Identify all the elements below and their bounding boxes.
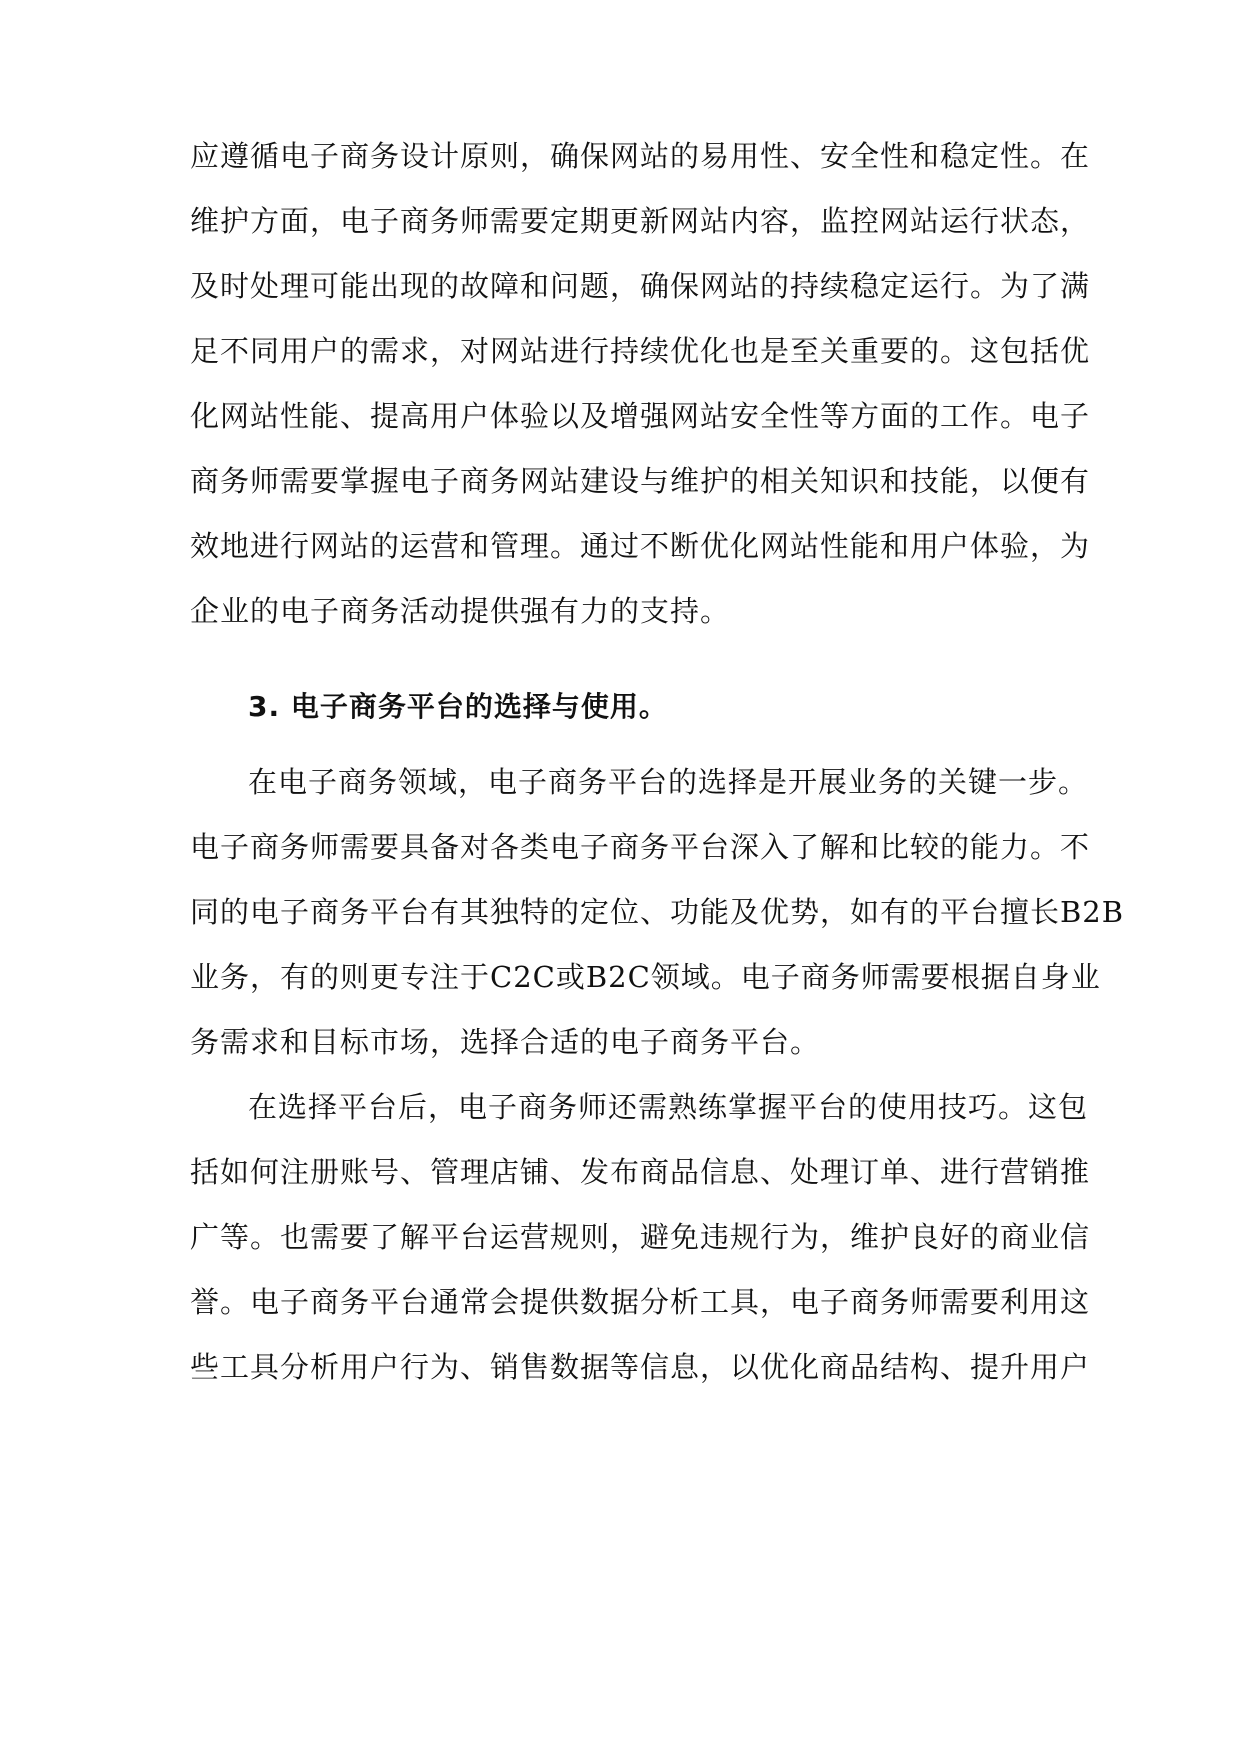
body-text-line: 誉。电子商务平台通常会提供数据分析工具，电子商务师需要利用这 <box>190 1285 1091 1319</box>
body-text-line: 维护方面，电子商务师需要定期更新网站内容，监控网站运行状态， <box>190 204 1091 238</box>
body-text-line: 电子商务师需要具备对各类电子商务平台深入了解和比较的能力。不 <box>190 830 1091 864</box>
body-text-line: 及时处理可能出现的故障和问题，确保网站的持续稳定运行。为了满 <box>190 269 1091 303</box>
body-text-line: 些工具分析用户行为、销售数据等信息，以优化商品结构、提升用户 <box>190 1350 1091 1384</box>
body-text-line: 广等。也需要了解平台运营规则，避免违规行为，维护良好的商业信 <box>190 1220 1091 1254</box>
section-heading: 3. 电子商务平台的选择与使用。 <box>248 690 668 723</box>
body-text-line: 应遵循电子商务设计原则，确保网站的易用性、安全性和稳定性。在 <box>190 139 1091 173</box>
body-text-line: 企业的电子商务活动提供强有力的支持。 <box>190 594 731 628</box>
body-text-line: 商务师需要掌握电子商务网站建设与维护的相关知识和技能，以便有 <box>190 464 1091 498</box>
body-text-line: 足不同用户的需求，对网站进行持续优化也是至关重要的。这包括优 <box>190 334 1091 368</box>
body-text-line: 同的电子商务平台有其独特的定位、功能及优势，如有的平台擅长B2B <box>190 895 1125 929</box>
body-text-line: 化网站性能、提高用户体验以及增强网站安全性等方面的工作。电子 <box>190 399 1091 433</box>
body-text-line: 括如何注册账号、管理店铺、发布商品信息、处理订单、进行营销推 <box>190 1155 1091 1189</box>
body-text-line: 效地进行网站的运营和管理。通过不断优化网站性能和用户体验，为 <box>190 529 1091 563</box>
body-text-line: 务需求和目标市场，选择合适的电子商务平台。 <box>190 1025 821 1059</box>
body-text-line: 在选择平台后，电子商务师还需熟练掌握平台的使用技巧。这包 <box>248 1090 1089 1124</box>
body-text-line: 在电子商务领域，电子商务平台的选择是开展业务的关键一步。 <box>248 765 1089 799</box>
body-text-line: 业务，有的则更专注于C2C或B2C领域。电子商务师需要根据自身业 <box>190 960 1101 994</box>
